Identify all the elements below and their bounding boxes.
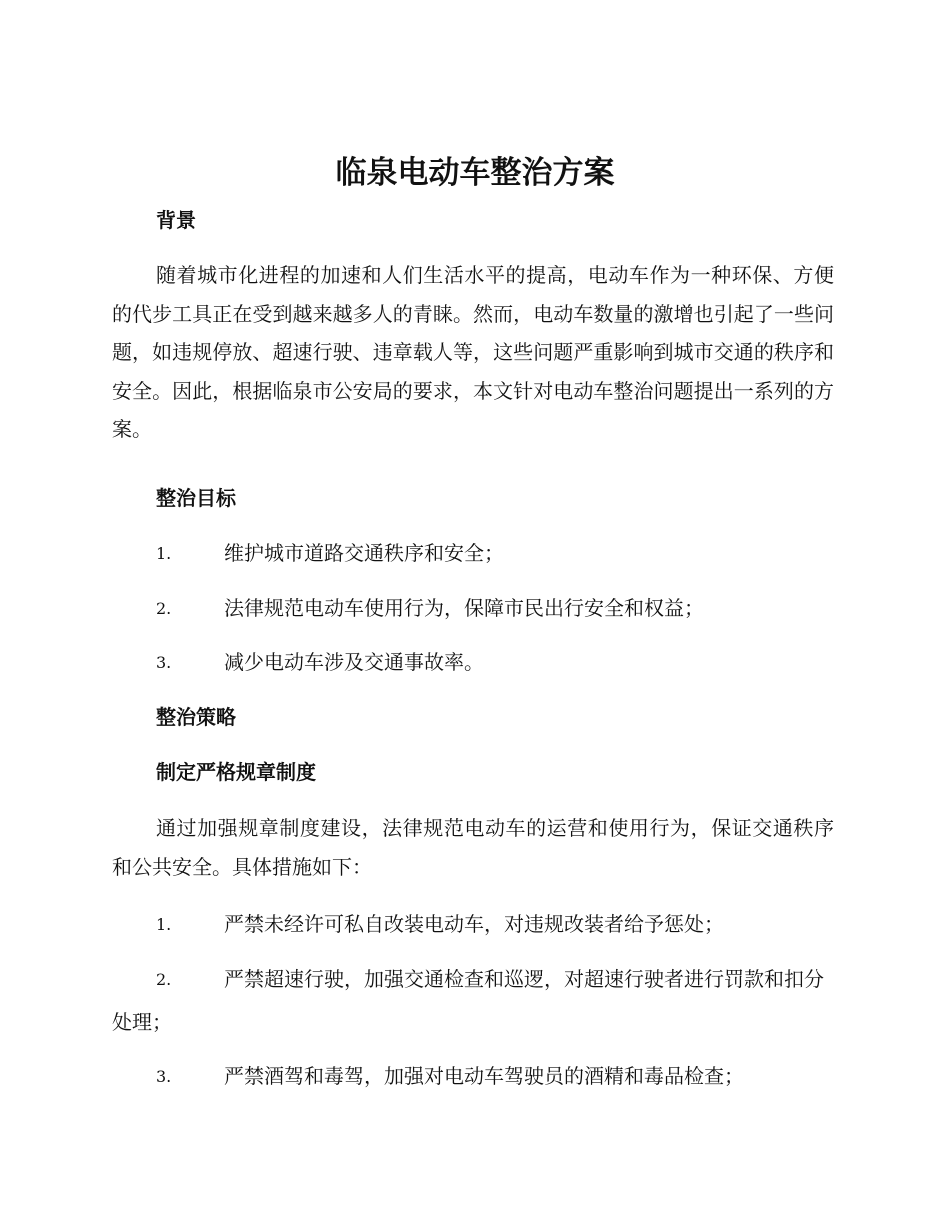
background-paragraph: 随着城市化进程的加速和人们生活水平的提高，电动车作为一种环保、方便的代步工具正在受到越来越多人的青睐。然而，电动车数量的激增也引起了一些问题，如违规停放、超速行驶、违章载人等，这些问题严重影响到城市交通的秩序和安全。因此，根据临泉市公安局的要求，本文针对电动车整治问题提出一系列的方案。 [112,263,834,442]
goal-item [112,532,834,575]
goal-number: 1. [156,544,172,563]
rule-text: 严禁酒驾和毒驾，加强对电动车驾驶员的酒精和毒品检查； [224,1064,744,1088]
rule-number: 3. [156,1067,172,1086]
goal-text: 法律规范电动车使用行为，保障市民出行安全和权益； [224,596,704,620]
rules-paragraph: 通过加强规章制度建设，法律规范电动车的运营和使用行为，保证交通秩序和公共安全。具体措施如下： [112,816,834,879]
rule-text: 严禁超速行驶，加强交通检查和巡逻，对超速行驶者进行罚款和扣分处理； [112,967,824,1034]
section-heading-background: 背景 [156,208,196,232]
rule-number: 1. [156,915,172,934]
rule-text: 严禁未经许可私自改装电动车，对违规改装者给予惩处； [224,912,724,936]
rule-number: 2. [156,970,172,989]
goal-item [112,641,834,684]
section-heading-strategy: 整治策略 [156,705,236,729]
rule-item [112,1055,834,1098]
goal-text: 维护城市道路交通秩序和安全； [224,541,504,565]
rule-item [112,958,834,1044]
goal-number: 2. [156,599,172,618]
goal-text: 减少电动车涉及交通事故率。 [224,650,484,674]
document-title: 临泉电动车整治方案 [335,155,615,191]
rule-item [112,903,834,946]
section-heading-goals: 整治目标 [156,486,236,510]
goal-number: 3. [156,653,172,672]
goal-item [112,587,834,630]
subsection-heading-rules: 制定严格规章制度 [156,760,316,784]
